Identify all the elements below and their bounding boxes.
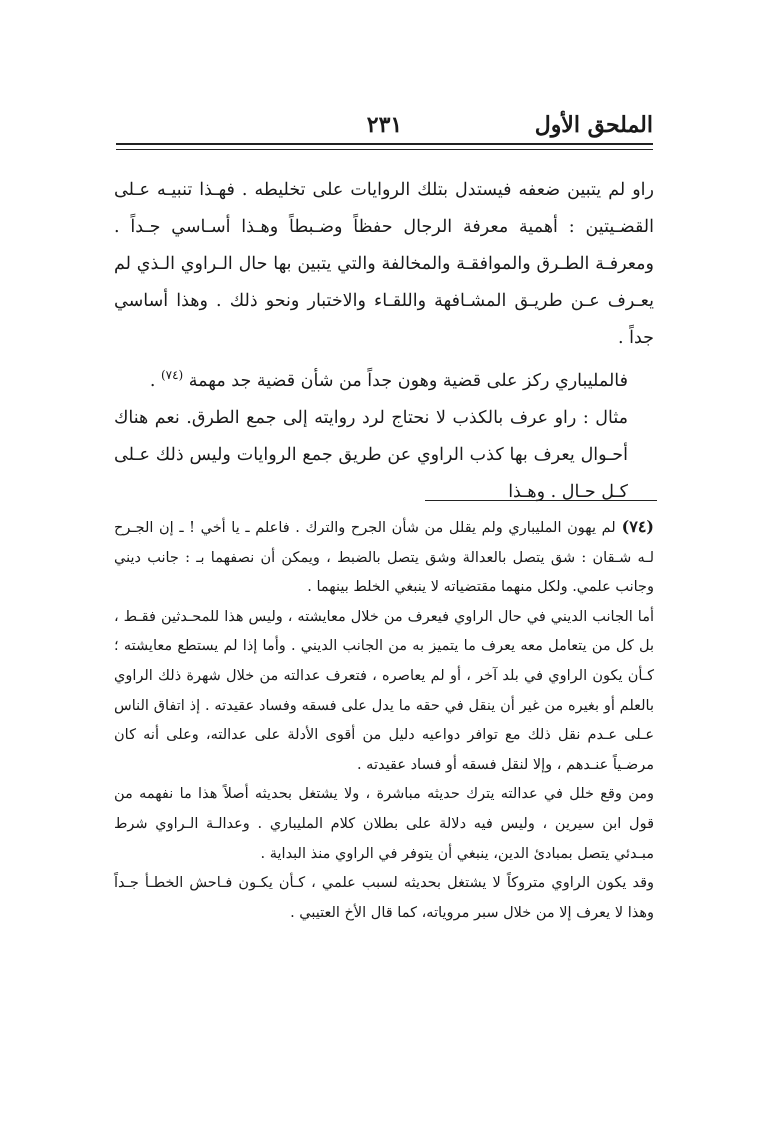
footnote-reference[interactable]: (٧٤) [160, 368, 184, 382]
header-rule-thin [116, 149, 653, 150]
running-header [116, 112, 653, 146]
footnote-marker: (٧٤) [621, 517, 654, 536]
footnote-block [114, 512, 654, 928]
main-text [114, 172, 654, 511]
footnote-paragraph: وقد يكون الراوي متروكاً لا يشتغل بحديثه لسبب علمي ، كـأن يكـون فـاحش الخطـأ جـداً وهذا لا يعرف إلا من خلال سبر مروياته، كما قال الأخ العتيبي . [114, 875, 654, 921]
main-paragraph-text: فالمليباري ركز على قضية وهون جداً من شأن قضية جد مهمة [188, 370, 628, 391]
page-number: ٢٣١ [366, 112, 403, 138]
main-paragraph: مثال : راو عرف بالكذب لا نحتاج لرد روايته إلى جمع الطرق. نعم هناك أحـوال يعرف بها كذب الراوي عن طريق جمع الروايات وليس ذلك عـلى كـل حـال . وهـذا [114, 407, 628, 502]
footnote-paragraph: ومن وقع خلل في عدالته يترك حديثه مباشرة ، ولا يشتغل بحديثه أصلاً هذا ما نفهمه من قول ابن سيرين ، وليس فيه دلالة على بطلان كلام المليباري . وعدالـة الـراوي شرط مبـدئي يتصل بمبادئ الدين، ينبغي أن يتوفر في الراوي منذ البداية . [114, 786, 654, 862]
footnote-text: لم يهون المليباري ولم يقلل من شأن الجرح والترك . فاعلم ـ يا أخي ! ـ إن الجـرح لـه شـقان : شق يتصل بالعدالة وشق يتصل بالضبط ، ويمكن أن نصفهما بـ : جانب ديني وجانب علمي. ولكل منهما مقتضياته لا ينبغي الخلط بينهما . [114, 520, 654, 596]
chapter-title: الملحق الأول [534, 112, 653, 138]
footnote-paragraph [114, 512, 654, 603]
footnote-separator [425, 500, 657, 501]
main-paragraph: فالمليباري ركز على قضية وهون جداً من شأن قضية جد مهمة $^{(٧٤)}$ . [149, 368, 628, 391]
main-paragraph: راو لم يتبين ضعفه فيستدل بتلك الروايات على تخليطه . فهـذا تنبيـه عـلى القضـيتين : أهمية معرفة الرجال حفظاً وضـبطاً وهـذا أسـاسي جـداً . ومعرفـة الطـرق والموافقـة والمخالفة والتي يتبين بها حال الـراوي الـذي لم يعـرف عـن طريـق المشـافهة واللقـاء والاختبار ونحو ذلك . وهذا أساسي جداً . [114, 180, 654, 348]
footnote-paragraph: أما الجانب الديني في حال الراوي فيعرف من خلال معايشته ، وليس هذا للمحـدثين فقـط ، بل كل من يتعامل معه يعرف ما يتميز به من الجانب الديني . وأما إذا لم يستطع معايشته ؛ كـأن يكون الراوي في بلد آخر ، أو لم يعاصره ، فتعرف عدالته من خلال شهرة ذلك الراوي بالعلم أو بغيره من غير أن ينقل في حقه ما يدل على فسقه وفساد عقيدته . إذ اتفاق الناس عـلى عـدم نقل ذلك مع توافر دواعيه دليل من أقوى الأدلة على عدالته، وعلى أنه كان مرضـياً عنـدهم ، وإلا لنقل فسقه أو فساد عقيدته . [114, 608, 654, 773]
header-rule-thick [116, 143, 653, 145]
